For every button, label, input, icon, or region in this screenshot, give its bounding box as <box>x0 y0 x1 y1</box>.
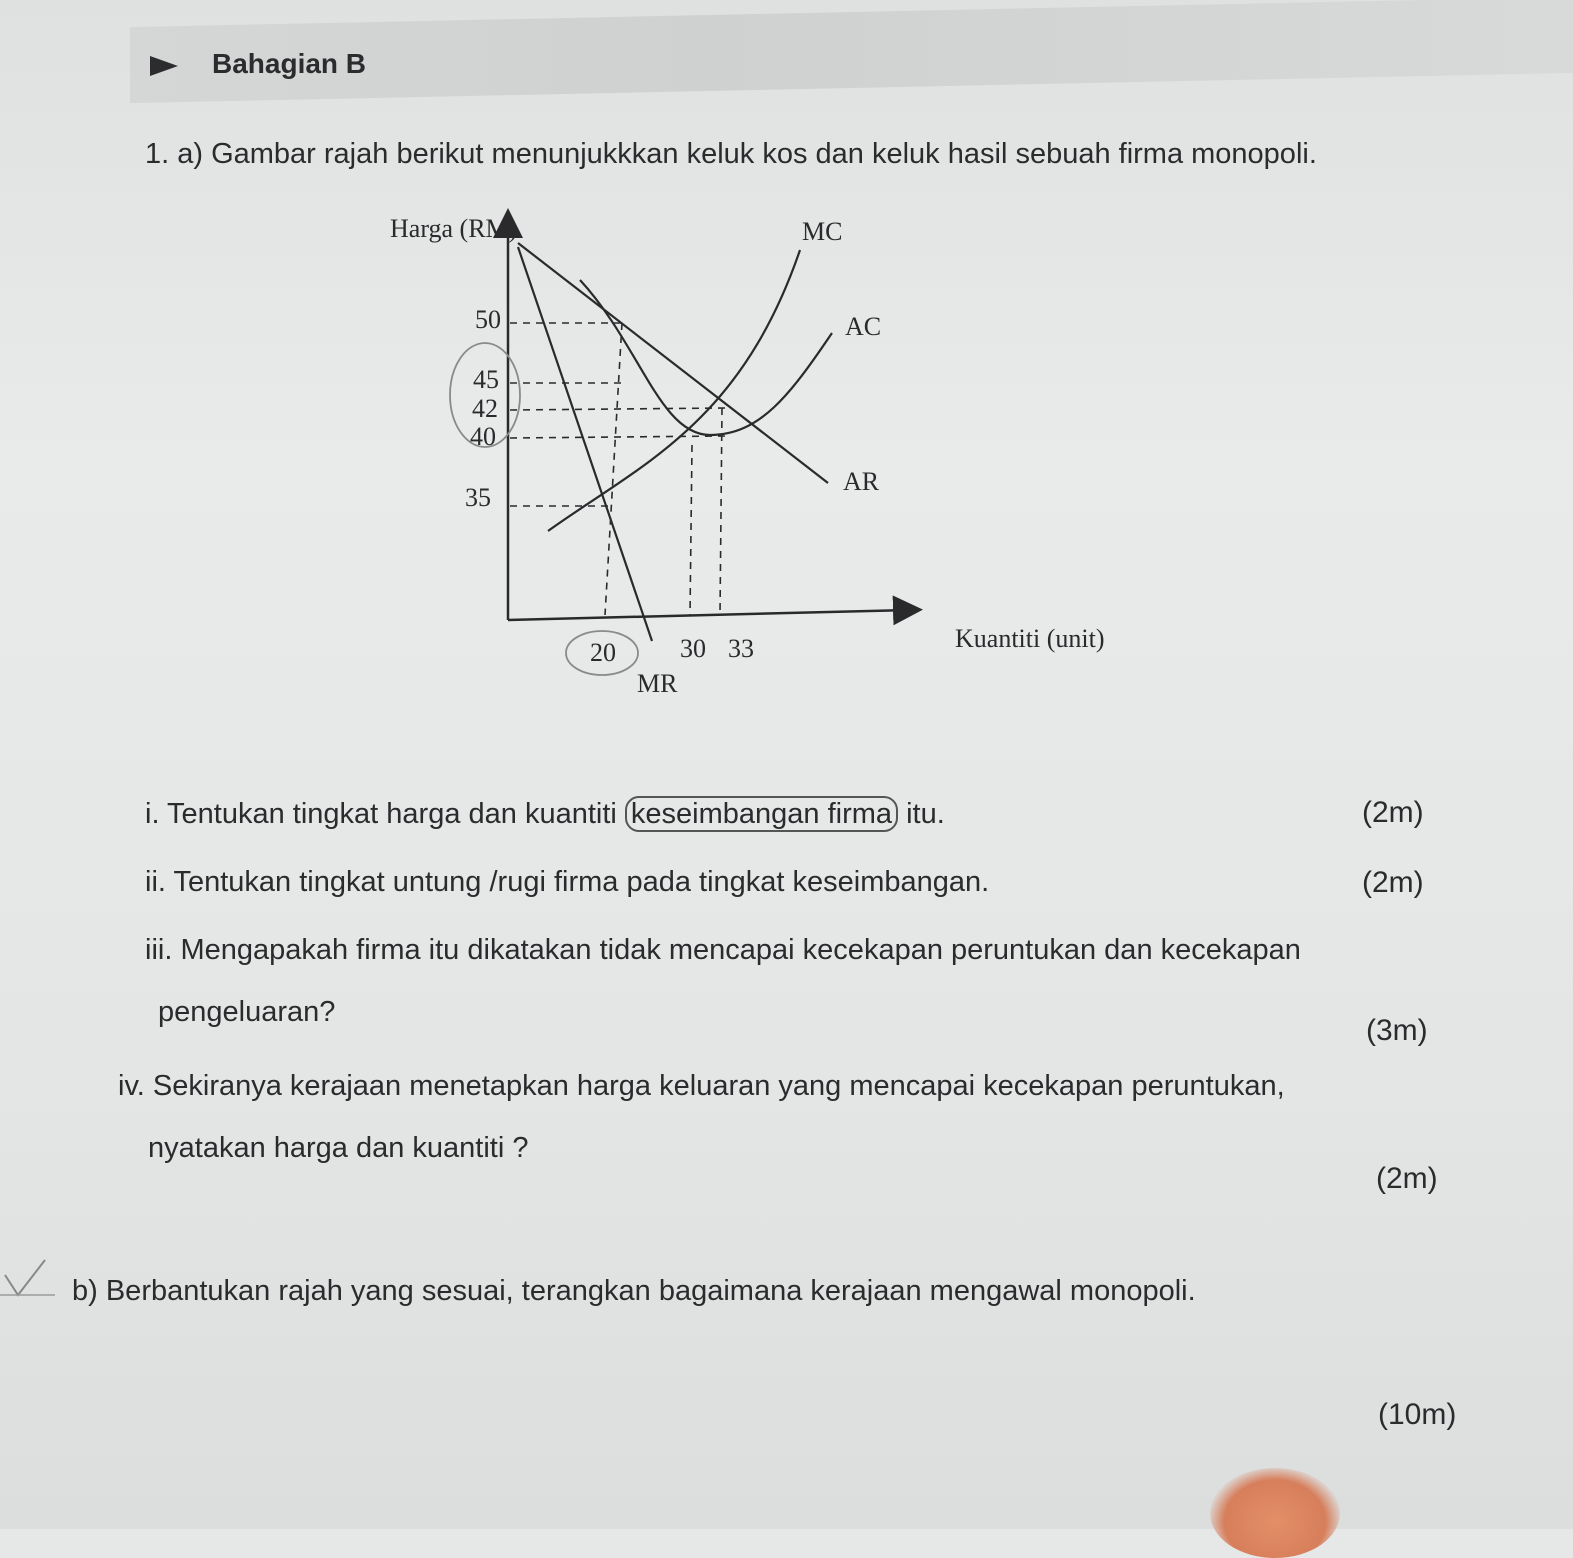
y-tick-50: 50 <box>475 305 501 334</box>
x-axis-label: Kuantiti (unit) <box>955 624 1105 653</box>
mr-label: MR <box>637 669 678 698</box>
dash-42 <box>510 408 725 410</box>
part-i-marks: (2m) <box>1362 796 1424 829</box>
dash-v-20 <box>605 323 622 615</box>
x-axis <box>508 610 908 620</box>
dash-v-30 <box>690 445 692 615</box>
part-ii-marks: (2m) <box>1362 866 1424 899</box>
ar-curve <box>518 243 828 483</box>
dash-40 <box>510 436 725 438</box>
x-tick-20: 20 <box>590 638 616 667</box>
finger-thumb <box>1210 1468 1340 1558</box>
x-tick-33: 33 <box>728 634 754 663</box>
part-iii-line2: pengeluaran? <box>158 996 336 1028</box>
y-tick-45: 45 <box>473 365 499 394</box>
mc-curve <box>548 250 800 531</box>
question-1a-intro: 1. a) Gambar rajah berikut menunjukkkan keluk kos dan keluk hasil sebuah firma monopoli. <box>145 138 1317 170</box>
part-ii-text: ii. Tentukan tingkat untung /rugi firma pada tingkat keseimbangan. <box>145 866 990 898</box>
dash-v-33 <box>720 408 722 615</box>
part-i-pre: i. Tentukan tingkat harga dan kuantiti <box>145 798 625 830</box>
x-tick-30: 30 <box>680 634 706 663</box>
section-title-text: Bahagian B <box>212 48 367 79</box>
part-iv-marks: (2m) <box>1376 1162 1438 1195</box>
cost-revenue-diagram <box>340 195 1140 715</box>
ar-label: AR <box>843 467 880 496</box>
pencil-check-mark <box>0 1255 60 1315</box>
y-tick-40: 40 <box>470 422 496 451</box>
y-axis-label: Harga (RM) <box>390 214 518 243</box>
part-iii-marks: (3m) <box>1366 1014 1428 1047</box>
part-i-text <box>145 798 945 831</box>
part-b-marks: (10m) <box>1378 1398 1457 1431</box>
part-iv-line2: nyatakan harga dan kuantiti ? <box>148 1132 529 1164</box>
part-i-circled: keseimbangan firma <box>625 796 898 832</box>
ac-label: AC <box>845 312 882 341</box>
y-tick-35: 35 <box>465 483 491 512</box>
mr-curve <box>518 247 652 641</box>
mc-label: MC <box>802 217 843 246</box>
play-triangle-icon <box>150 56 178 76</box>
part-iii-line1: iii. Mengapakah firma itu dikatakan tidak mencapai kecekapan peruntukan dan kecekapan <box>145 934 1301 966</box>
part-i-post: itu. <box>898 798 945 830</box>
part-iv-line1: iv. Sekiranya kerajaan menetapkan harga keluaran yang mencapai kecekapan peruntukan, <box>118 1070 1285 1102</box>
y-tick-42: 42 <box>472 394 498 423</box>
part-b-text: b) Berbantukan rajah yang sesuai, terangkan bagaimana kerajaan mengawal monopoli. <box>72 1275 1196 1307</box>
section-heading <box>150 48 366 80</box>
